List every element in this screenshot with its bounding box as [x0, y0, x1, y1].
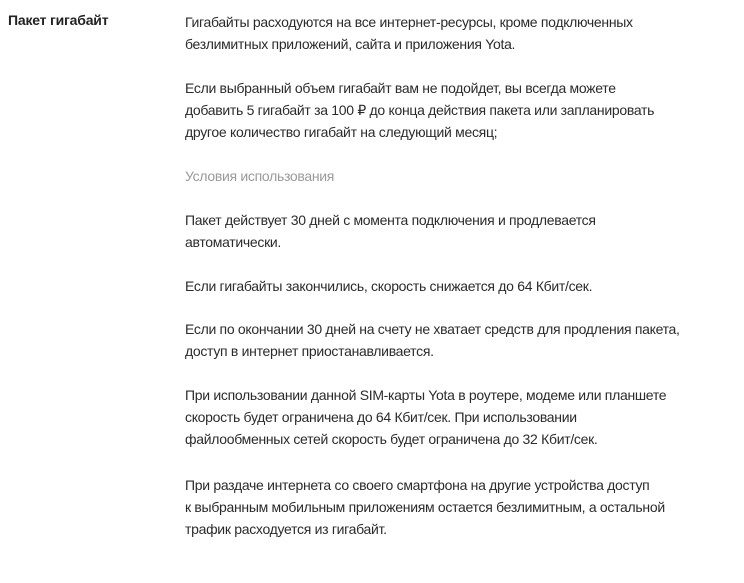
text-line: При раздаче интернета со своего смартфона на другие устройства доступ	[185, 477, 650, 493]
text-line: Гигабайты расходуются на все интернет-ресурсы, кроме подключенных	[185, 14, 633, 30]
section-label: Пакет гигабайт	[8, 12, 109, 28]
paragraph-add-gigabytes	[185, 77, 735, 143]
text-line: Условия использования	[185, 168, 335, 184]
text-line: трафик расходуется из гигабайт.	[185, 521, 387, 537]
text-line: безлимитных приложений, сайта и приложения Yota.	[185, 36, 516, 52]
paragraph-suspension	[185, 318, 735, 362]
paragraph-router-usage	[185, 384, 735, 450]
text-line: скорость будет ограничена до 64 Кбит/сек. При использовании	[185, 409, 577, 425]
text-line: к выбранным мобильным приложениям остается безлимитным, а остальной	[185, 499, 665, 515]
text-line: Если по окончании 30 дней на счету не хватает средств для продления пакета,	[185, 321, 680, 337]
text-line: доступ в интернет приостанавливается.	[185, 343, 434, 359]
paragraph-usage	[185, 11, 735, 55]
text-line: Пакет действует 30 дней с момента подключения и продлевается	[185, 212, 596, 228]
paragraph-speed-limit	[185, 275, 735, 297]
text-line: При использовании данной SIM-карты Yota в роутере, модеме или планшете	[185, 387, 667, 403]
text-line: Если гигабайты закончились, скорость снижается до 64 Кбит/сек.	[185, 278, 593, 294]
paragraph-validity	[185, 209, 735, 253]
text-line: Если выбранный объем гигабайт вам не подойдет, вы всегда можете	[185, 80, 616, 96]
text-line: добавить 5 гигабайт за 100 ₽ до конца действия пакета или запланировать	[185, 102, 655, 118]
text-line: файлообменных сетей скорость будет ограничена до 32 Кбит/сек.	[185, 431, 598, 447]
section-content	[185, 11, 735, 562]
text-line: автоматически.	[185, 234, 282, 250]
terms-heading	[185, 165, 735, 187]
text-line: другое количество гигабайт на следующий месяц;	[185, 124, 498, 140]
paragraph-tethering	[185, 474, 735, 540]
